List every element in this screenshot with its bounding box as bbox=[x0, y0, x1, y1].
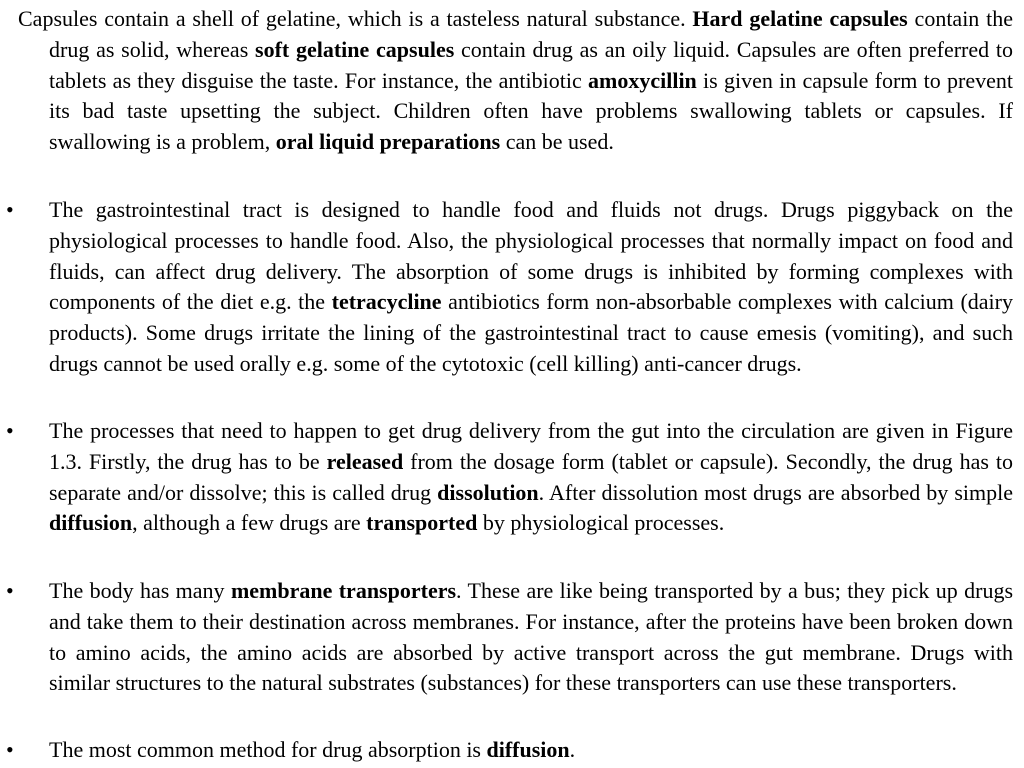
bullet-marker: • bbox=[6, 737, 14, 762]
term-diffusion: diffusion bbox=[486, 737, 570, 762]
term-soft-gelatine-capsules: soft gelatine capsules bbox=[255, 36, 455, 62]
segment: , although a few drugs are bbox=[132, 510, 367, 536]
segment: contain the drug as solid, whereas bbox=[49, 6, 1014, 62]
term-released: released bbox=[326, 448, 404, 474]
term-tetracycline: tetracycline bbox=[331, 289, 442, 315]
segment: The most common method for drug absorption is bbox=[49, 737, 487, 762]
paragraph-processes bbox=[49, 416, 1013, 539]
segment: is given in capsule form to prevent its bad taste upsetting the subject. Children often have problems swallowing tablets or capsules. If swallowing is a problem, bbox=[49, 67, 1013, 155]
segment: The processes that need to happen to get drug delivery from the gut into the circulation are given in Figure 1.3. Firstly, the drug has to be bbox=[49, 418, 1013, 474]
bullet-marker: • bbox=[6, 578, 14, 603]
segment: . bbox=[569, 737, 576, 762]
segment: by physiological processes. bbox=[477, 510, 725, 536]
term-dissolution: dissolution bbox=[437, 479, 539, 505]
term-membrane-transporters: membrane transporters bbox=[230, 578, 457, 603]
paragraph-gastrointestinal bbox=[49, 195, 1013, 380]
term-amoxycillin: amoxycillin bbox=[588, 67, 697, 93]
paragraph-diffusion bbox=[49, 735, 1013, 766]
bullet-marker: • bbox=[6, 197, 14, 222]
segment: . These are like being transported by a bus; they pick up drugs and take them to their destination across membranes. For instance, after the proteins have been broken down to amino acids, the amino acids are absorbed by active transport across the gut membrane. Drugs with similar structures to the natural substrates (substances) for these transporters can use these transporters. bbox=[49, 578, 1014, 696]
segment: from the dosage form (tablet or capsule). Secondly, the drug has to separate and/or dissolve; this is called drug bbox=[49, 448, 1014, 505]
term-diffusion: diffusion bbox=[49, 510, 133, 536]
segment: . After dissolution most drugs are absorbed by simple bbox=[538, 479, 1013, 505]
term-oral-liquid-preparations: oral liquid preparations bbox=[275, 129, 501, 155]
paragraph-capsules bbox=[18, 4, 1014, 158]
segment: contain drug as an oily liquid. Capsules are often preferred to tablets as they disguise the taste. For instance, the antibiotic bbox=[49, 36, 1013, 93]
segment: antibiotics form non-absorbable complexes with calcium (dairy products). Some drugs irritate the lining of the gastrointestinal tract to cause emesis (vomiting), and such drugs cannot be used orally e.g. some of the cytotoxic (cell killing) anti-cancer drugs. bbox=[49, 289, 1013, 376]
segment: Capsules contain a shell of gelatine, which is a tasteless natural substance. bbox=[18, 6, 693, 31]
term-transported: transported bbox=[366, 510, 478, 536]
paragraph-membrane-transporters bbox=[49, 576, 1013, 699]
segment: The body has many bbox=[49, 578, 231, 603]
segment: The gastrointestinal tract is designed to handle food and fluids not drugs. Drugs piggyback on the physiological processes to handle food. Also, the physiological processes that normally impact on food and fluids, can affect drug delivery. The absorption of some drugs is inhibited by forming complexes with components of the diet e.g. the bbox=[49, 197, 1013, 315]
bullet-marker: • bbox=[6, 418, 14, 443]
segment: can be used. bbox=[500, 129, 614, 155]
term-hard-gelatine-capsules: Hard gelatine capsules bbox=[692, 6, 908, 31]
